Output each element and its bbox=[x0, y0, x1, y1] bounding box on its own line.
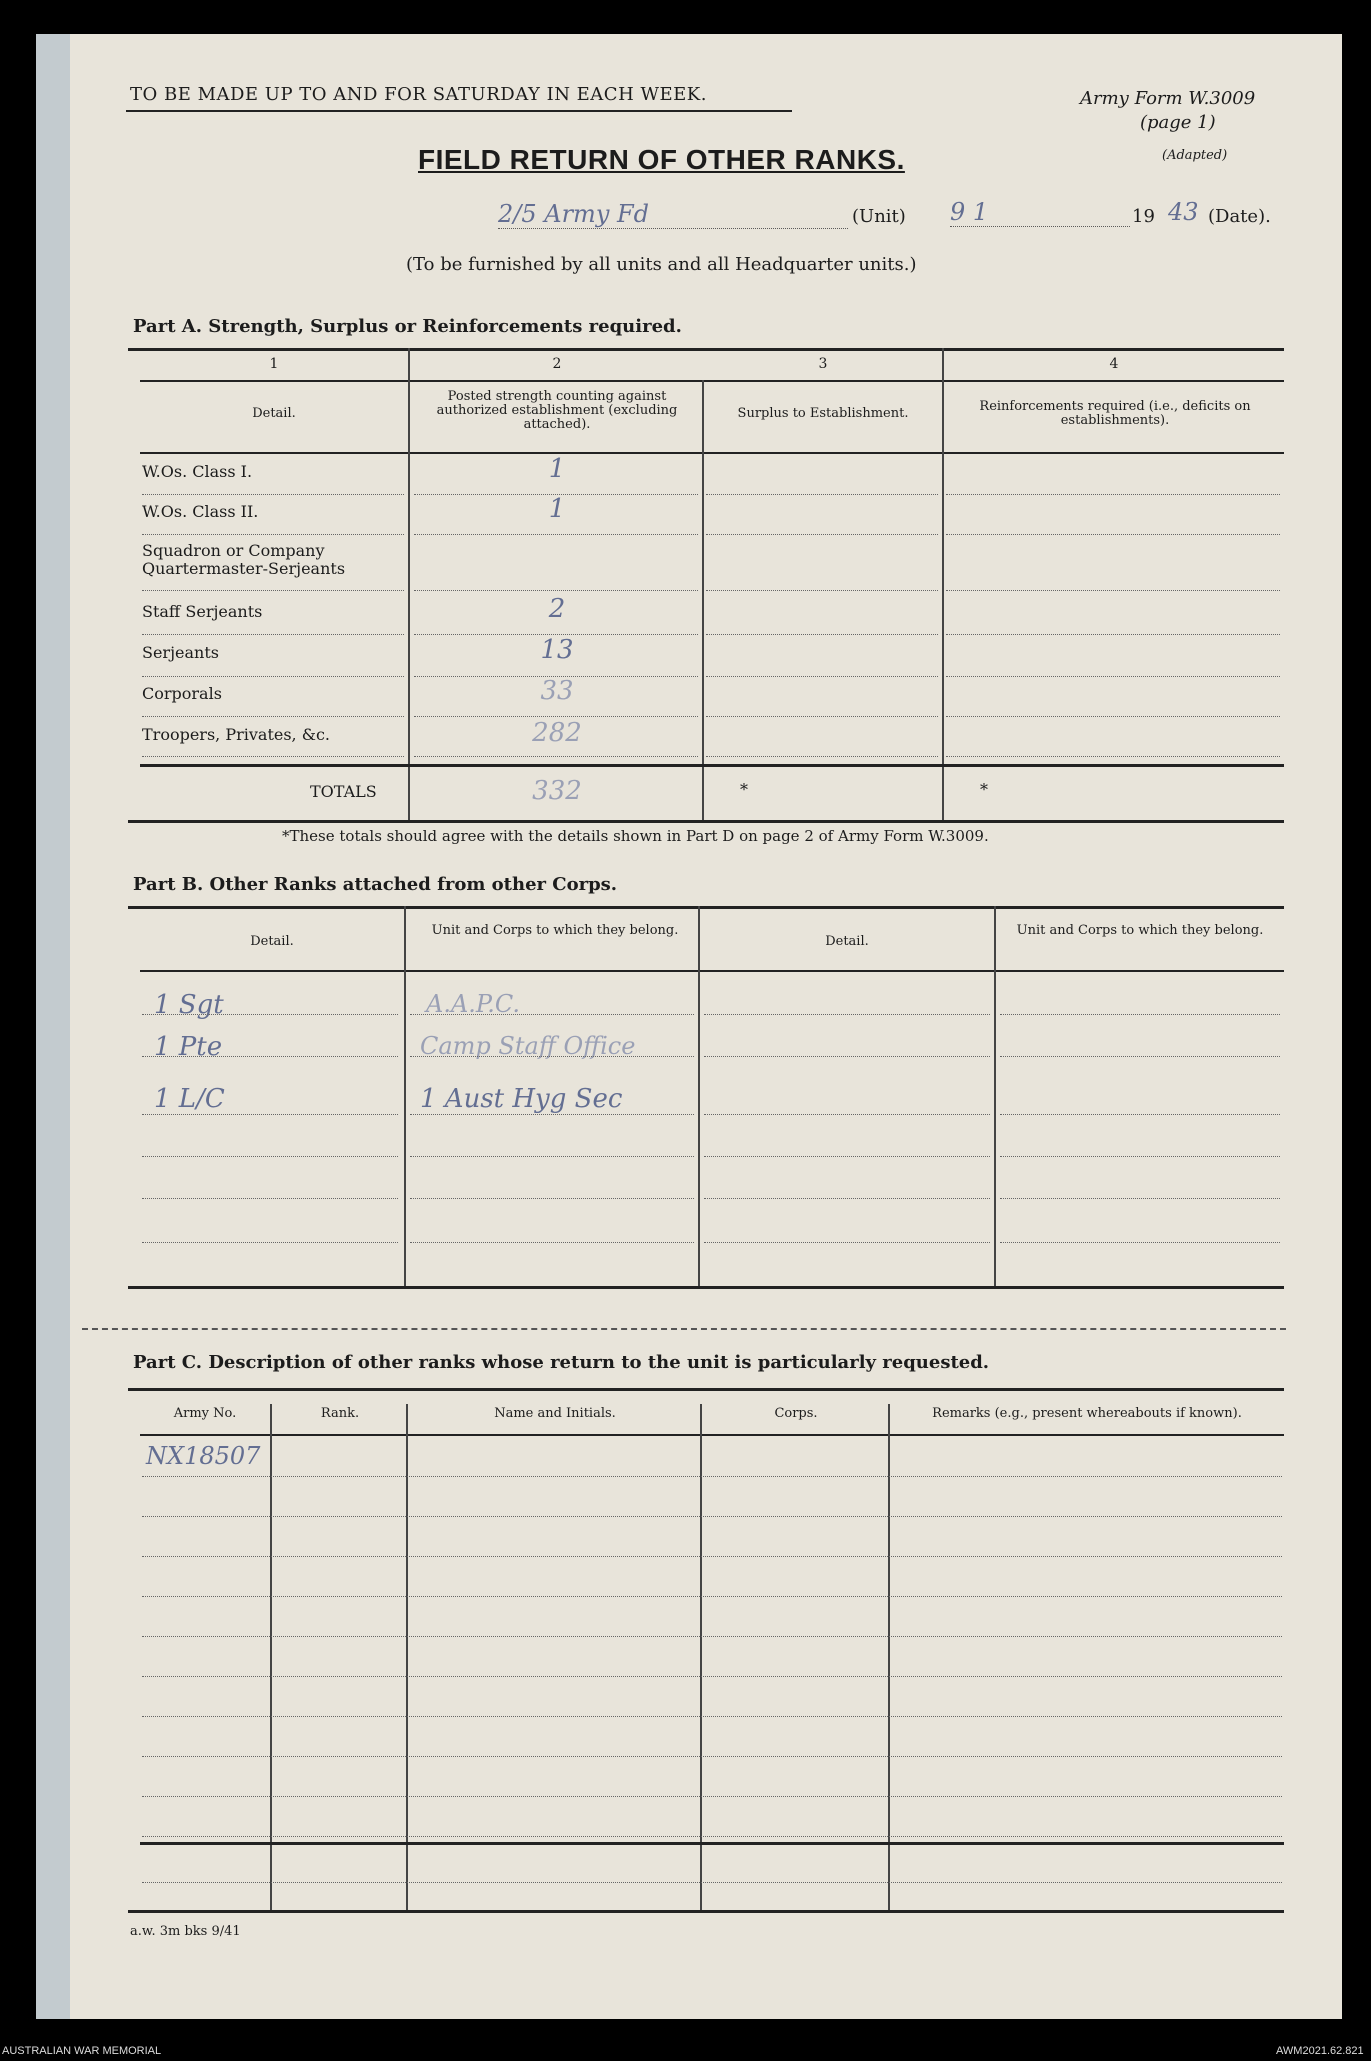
part-b-header-detail-2: Detail. bbox=[825, 934, 869, 949]
row-rule bbox=[946, 494, 1280, 495]
row-rule bbox=[704, 1198, 990, 1199]
part-b-header-rule bbox=[140, 970, 1284, 972]
row-rule bbox=[946, 756, 1280, 757]
part-b-divider-2 bbox=[698, 906, 700, 1286]
row-rule bbox=[142, 1596, 1282, 1597]
part-b-unit-3[interactable]: 1 Aust Hyg Sec bbox=[420, 1084, 623, 1114]
part-c-header-rank: Rank. bbox=[320, 1406, 360, 1421]
row-rule bbox=[142, 1556, 1282, 1557]
row-rule bbox=[142, 1836, 1282, 1837]
posted-corporals[interactable]: 33 bbox=[540, 676, 574, 706]
row-rule bbox=[142, 590, 404, 591]
row-rule bbox=[946, 634, 1280, 635]
part-b-detail-3[interactable]: 1 L/C bbox=[154, 1084, 225, 1114]
part-a-divider-1 bbox=[408, 348, 410, 820]
row-rule bbox=[1000, 1114, 1280, 1115]
part-a-bottom-rule bbox=[128, 820, 1284, 823]
row-rule bbox=[706, 634, 938, 635]
row-rule bbox=[142, 756, 404, 757]
totals-star-surplus: * bbox=[740, 780, 748, 799]
row-rule bbox=[142, 716, 404, 717]
row-rule bbox=[142, 1014, 398, 1015]
part-a-heading: Part A. Strength, Surplus or Reinforcements required. bbox=[133, 316, 682, 337]
row-rule bbox=[410, 1198, 694, 1199]
row-rule bbox=[142, 1198, 398, 1199]
part-b-header-unit-2: Unit and Corps to which they belong. bbox=[1016, 923, 1264, 938]
row-rule bbox=[142, 1756, 1282, 1757]
row-rule bbox=[142, 1796, 1282, 1797]
totals-posted[interactable]: 332 bbox=[532, 776, 582, 806]
part-a-col-num-2: 2 bbox=[552, 356, 562, 372]
row-rule bbox=[706, 756, 938, 757]
row-rule bbox=[142, 1242, 398, 1243]
row-rule bbox=[142, 1516, 1282, 1517]
row-rule bbox=[410, 1114, 694, 1115]
part-b-heading: Part B. Other Ranks attached from other Corps. bbox=[133, 874, 618, 895]
part-b-header-unit-1: Unit and Corps to which they belong. bbox=[431, 923, 679, 938]
archive-credit: AUSTRALIAN WAR MEMORIAL bbox=[2, 2045, 162, 2057]
row-rule bbox=[142, 1636, 1282, 1637]
part-b-unit-2[interactable]: Camp Staff Office bbox=[420, 1032, 636, 1060]
part-a-col-num-1: 1 bbox=[269, 356, 279, 372]
part-b-divider-1 bbox=[404, 906, 406, 1286]
row-rule bbox=[706, 590, 938, 591]
row-rule bbox=[1000, 1014, 1280, 1015]
row-label-serjeants: Serjeants bbox=[142, 643, 219, 662]
part-c-heading: Part C. Description of other ranks whose return to the unit is particularly requested. bbox=[133, 1352, 990, 1373]
row-rule bbox=[414, 756, 698, 757]
row-rule bbox=[704, 1014, 990, 1015]
row-rule bbox=[410, 1242, 694, 1243]
part-c-header-name: Name and Initials. bbox=[494, 1406, 616, 1421]
row-rule bbox=[414, 590, 698, 591]
part-b-divider-3 bbox=[994, 906, 996, 1286]
row-rule bbox=[414, 716, 698, 717]
row-rule bbox=[410, 1156, 694, 1157]
part-a-col-num-4: 4 bbox=[1109, 356, 1119, 372]
part-a-number-rule bbox=[140, 380, 1284, 382]
part-b-unit-1[interactable]: A.A.P.C. bbox=[426, 990, 520, 1018]
part-a-header-detail: Detail. bbox=[252, 406, 296, 421]
part-a-divider-2 bbox=[702, 380, 704, 820]
row-rule bbox=[414, 534, 698, 535]
year-field[interactable]: 43 bbox=[1168, 198, 1199, 226]
row-rule bbox=[946, 534, 1280, 535]
part-c-lower-rule bbox=[140, 1842, 1284, 1845]
part-b-header-detail-1: Detail. bbox=[250, 934, 294, 949]
year-prefix: 19 bbox=[1132, 206, 1155, 227]
part-a-top-rule bbox=[128, 348, 1284, 351]
row-rule bbox=[704, 1056, 990, 1057]
part-c-header-remarks: Remarks (e.g., present whereabouts if known). bbox=[932, 1406, 1242, 1421]
part-b-detail-2[interactable]: 1 Pte bbox=[154, 1032, 223, 1062]
posted-troopers[interactable]: 282 bbox=[532, 718, 582, 748]
row-rule bbox=[1000, 1156, 1280, 1157]
unit-field[interactable]: 2/5 Army Fd bbox=[498, 200, 848, 229]
posted-staff-serjeants[interactable]: 2 bbox=[548, 594, 566, 624]
page-margin-strip bbox=[36, 34, 70, 2019]
date-field[interactable]: 9 1 bbox=[950, 198, 1130, 227]
print-code: a.w. 3m bks 9/41 bbox=[130, 1924, 241, 1939]
part-b-top-rule bbox=[128, 906, 1284, 909]
part-a-header-rule bbox=[140, 452, 1284, 454]
part-c-header-corps: Corps. bbox=[774, 1406, 818, 1421]
row-rule bbox=[704, 1242, 990, 1243]
row-rule bbox=[1000, 1056, 1280, 1057]
row-rule bbox=[410, 1056, 694, 1057]
form-id: Army Form W.3009 bbox=[1080, 88, 1256, 109]
date-label: (Date). bbox=[1208, 206, 1271, 227]
posted-wo1[interactable]: 1 bbox=[548, 454, 566, 484]
part-a-header-posted: Posted strength counting against authorized establishment (excluding attached). bbox=[436, 389, 678, 432]
row-rule bbox=[1000, 1242, 1280, 1243]
row-rule bbox=[706, 716, 938, 717]
instruction-underline bbox=[126, 110, 792, 112]
part-a-divider-3 bbox=[942, 348, 944, 820]
archive-accession: AWM2021.62.821 bbox=[1276, 2045, 1364, 2057]
totals-label: TOTALS bbox=[310, 782, 377, 801]
row-label-wo2: W.Os. Class II. bbox=[142, 502, 259, 521]
row-rule bbox=[142, 494, 404, 495]
row-rule bbox=[142, 676, 404, 677]
row-label-corporals: Corporals bbox=[142, 684, 222, 703]
row-rule bbox=[142, 1882, 1282, 1883]
part-c-header-rule bbox=[140, 1434, 1284, 1436]
page-subtitle: (To be furnished by all units and all Headquarter units.) bbox=[406, 254, 917, 275]
row-rule bbox=[706, 534, 938, 535]
part-c-bottom-rule bbox=[128, 1910, 1284, 1913]
row-label-cqms-text: Squadron or Company Quartermaster-Serjeants bbox=[142, 541, 346, 578]
page-title: FIELD RETURN OF OTHER RANKS. bbox=[418, 144, 905, 175]
row-label-staff-serjeants: Staff Serjeants bbox=[142, 602, 263, 621]
row-rule bbox=[706, 676, 938, 677]
part-b-detail-1[interactable]: 1 Sgt bbox=[154, 990, 224, 1020]
form-adapted-note: (Adapted) bbox=[1162, 148, 1228, 163]
form-page-number: (page 1) bbox=[1140, 112, 1216, 133]
row-rule bbox=[410, 1014, 694, 1015]
row-label-cqms bbox=[142, 542, 402, 578]
unit-label: (Unit) bbox=[852, 206, 906, 227]
part-a-col-num-3: 3 bbox=[818, 356, 828, 372]
row-rule bbox=[704, 1114, 990, 1115]
row-label-wo1: W.Os. Class I. bbox=[142, 462, 253, 481]
row-rule bbox=[142, 1156, 398, 1157]
row-rule bbox=[946, 590, 1280, 591]
part-a-totals-rule bbox=[140, 764, 1284, 767]
row-rule bbox=[946, 676, 1280, 677]
part-c-header-army-no: Army No. bbox=[173, 1406, 237, 1421]
part-b-bottom-rule bbox=[128, 1286, 1284, 1289]
posted-serjeants[interactable]: 13 bbox=[540, 635, 574, 665]
part-a-footnote: *These totals should agree with the details shown in Part D on page 2 of Army Form W.3009. bbox=[282, 827, 989, 845]
part-a-header-surplus: Surplus to Establishment. bbox=[737, 406, 909, 421]
part-c-army-no-1[interactable]: NX18507 bbox=[146, 1442, 261, 1470]
totals-star-reinforcements: * bbox=[980, 780, 988, 799]
row-rule bbox=[142, 1114, 398, 1115]
row-rule bbox=[1000, 1198, 1280, 1199]
row-rule bbox=[142, 1056, 398, 1057]
posted-wo2[interactable]: 1 bbox=[548, 494, 566, 524]
part-a-header-reinforcements: Reinforcements required (i.e., deficits on establishments). bbox=[979, 399, 1251, 428]
row-rule bbox=[142, 1716, 1282, 1717]
perforation-line bbox=[82, 1328, 1286, 1330]
instruction-heading: TO BE MADE UP TO AND FOR SATURDAY IN EACH WEEK. bbox=[130, 84, 707, 105]
row-rule bbox=[142, 534, 404, 535]
row-rule bbox=[946, 716, 1280, 717]
part-c-top-rule bbox=[128, 1388, 1284, 1391]
row-rule bbox=[704, 1156, 990, 1157]
row-rule bbox=[142, 634, 404, 635]
row-rule bbox=[706, 494, 938, 495]
row-rule bbox=[142, 1476, 1282, 1477]
row-label-troopers: Troopers, Privates, &c. bbox=[142, 725, 331, 744]
row-rule bbox=[142, 1676, 1282, 1677]
